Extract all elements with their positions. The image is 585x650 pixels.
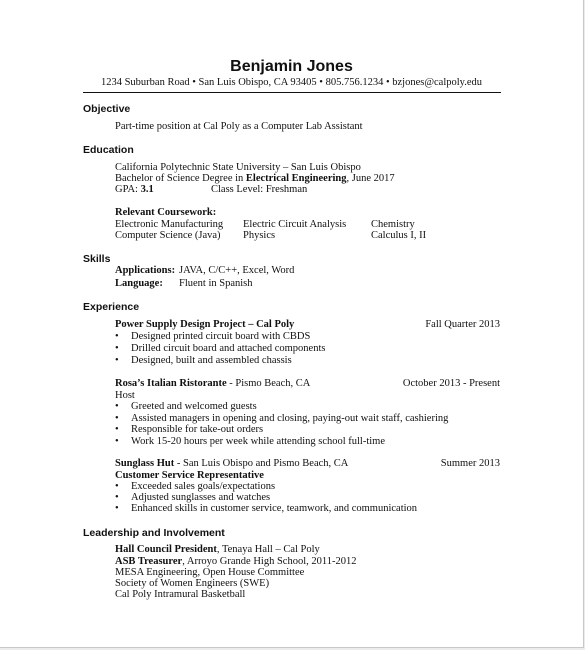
coursework-item: Chemistry	[371, 219, 415, 230]
degree-major: Electrical Engineering	[245, 173, 347, 184]
bullet-icon: •	[115, 492, 119, 503]
leadership-item: Society of Women Engineers (SWE)	[115, 578, 270, 589]
bullet-icon: •	[115, 401, 119, 412]
job-date: Fall Quarter 2013	[425, 319, 500, 330]
degree-suffix: , June 2017	[346, 173, 395, 184]
leadership-item: MESA Engineering, Open House Committee	[115, 567, 305, 578]
bullet-icon: •	[115, 503, 119, 514]
job-bullet: • Responsible for take-out orders	[115, 424, 264, 435]
leadership-item: Cal Poly Intramural Basketball	[115, 589, 246, 600]
bullet-icon: •	[115, 436, 119, 447]
bullet-icon: •	[115, 481, 119, 492]
coursework-item: Calculus I, II	[371, 230, 427, 241]
objective-text: Part-time position at Cal Poly as a Computer Lab Assistant	[115, 121, 363, 132]
job-bullet: • Exceeded sales goals/expectations	[115, 481, 276, 492]
job-title: Power Supply Design Project – Cal Poly	[115, 319, 295, 330]
bullet-icon: •	[115, 331, 119, 342]
education-degree	[115, 173, 395, 184]
job-date: Summer 2013	[440, 458, 500, 469]
education-heading: Education	[83, 144, 134, 156]
job-bullet: • Designed printed circuit board with CBDS	[115, 331, 311, 342]
job-role: Customer Service Representative	[115, 470, 264, 481]
bullet-icon: •	[115, 424, 119, 435]
gpa-label: GPA:	[115, 184, 141, 195]
candidate-name: Benjamin Jones	[230, 58, 353, 75]
job-title: Rosa’s Italian Ristorante - Pismo Beach, CA	[115, 378, 311, 389]
coursework-item: Electric Circuit Analysis	[243, 219, 347, 230]
header-divider	[83, 92, 501, 93]
job-date: October 2013 - Present	[402, 378, 500, 389]
coursework-item: Electronic Manufacturing	[115, 219, 224, 230]
coursework-item: Physics	[243, 230, 276, 241]
job-bullet: • Enhanced skills in customer service, teamwork, and communication	[115, 503, 418, 514]
education-class-level: Class Level: Freshman	[211, 184, 308, 195]
bullet-icon: •	[115, 413, 119, 424]
leadership-item: ASB Treasurer, Arroyo Grande High School, 2011-2012	[115, 556, 357, 567]
bullet-icon: •	[115, 343, 119, 354]
skills-heading: Skills	[83, 253, 111, 265]
skills-language-value: Fluent in Spanish	[179, 278, 253, 289]
contact-line: 1234 Suburban Road • San Luis Obispo, CA 93405 • 805.756.1234 • bzjones@calpoly.edu	[100, 77, 483, 88]
leadership-heading: Leadership and Involvement	[83, 527, 225, 539]
education-school: California Polytechnic State University – San Luis Obispo	[115, 162, 361, 173]
objective-heading: Objective	[83, 103, 131, 115]
job-title: Sunglass Hut - San Luis Obispo and Pismo Beach, CA	[115, 458, 349, 469]
skills-language-label: Language:	[115, 278, 163, 289]
gpa-value: 3.1	[140, 184, 154, 195]
leadership-item: Hall Council President, Tenaya Hall – Cal Poly	[115, 544, 320, 555]
job-bullet: • Adjusted sunglasses and watches	[115, 492, 271, 503]
job-bullet: • Designed, built and assembled chassis	[115, 355, 292, 366]
skills-applications-label: Applications:	[115, 265, 176, 276]
skills-applications-value: JAVA, C/C++, Excel, Word	[179, 265, 295, 276]
job-bullet: • Drilled circuit board and attached components	[115, 343, 326, 354]
degree-prefix: Bachelor of Science Degree in	[115, 173, 246, 184]
job-role: Host	[115, 390, 135, 401]
coursework-heading: Relevant Coursework:	[115, 207, 217, 218]
job-bullet: • Greeted and welcomed guests	[115, 401, 257, 412]
job-bullet: • Work 15-20 hours per week while attending school full-time	[115, 436, 386, 447]
coursework-item: Computer Science (Java)	[115, 230, 221, 241]
experience-heading: Experience	[83, 301, 140, 313]
job-bullet: • Assisted managers in opening and closing, paying-out wait staff, cashiering	[115, 413, 449, 424]
education-gpa	[115, 184, 154, 195]
bullet-icon: •	[115, 355, 119, 366]
